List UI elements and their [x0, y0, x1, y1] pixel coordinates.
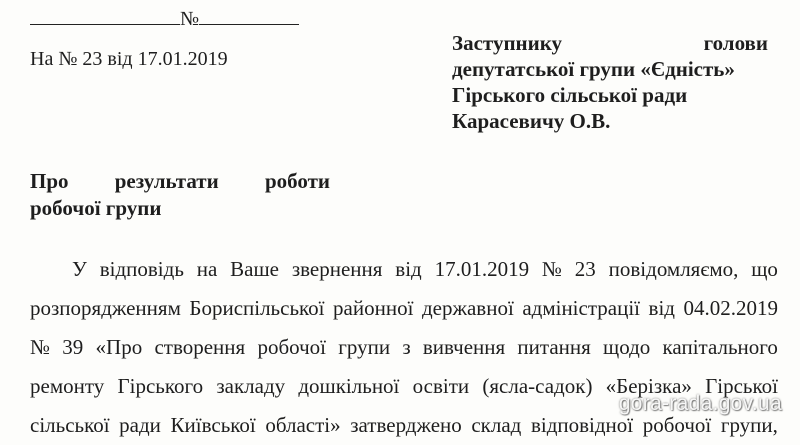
- addressee-block: [452, 30, 768, 134]
- body-word: адміністрації: [522, 296, 640, 320]
- body-word: 39: [62, 335, 84, 359]
- body-word: робочої: [257, 335, 326, 359]
- addressee-name: Карасевичу О.В.: [452, 109, 611, 133]
- body-line: [30, 328, 778, 367]
- body-word: відповідь: [99, 257, 184, 281]
- body-word: Гірського: [117, 374, 204, 398]
- body-word: від: [395, 257, 422, 281]
- body-word: розпорядженням: [30, 296, 181, 320]
- addressee-role: голови: [703, 31, 768, 55]
- subject-line-2: робочої групи: [30, 196, 162, 220]
- body-word: №: [30, 335, 51, 359]
- body-word: звернення: [291, 257, 383, 281]
- site-watermark: gora-rada.gov.ua: [618, 392, 782, 415]
- subject-word: результати: [114, 169, 219, 193]
- addressee-line-1: [452, 30, 768, 56]
- body-word: робочої: [642, 413, 712, 437]
- body-word: сільської: [30, 413, 110, 437]
- body-word: Бориспільської: [189, 296, 325, 320]
- body-word: Київської: [170, 413, 256, 437]
- body-word: вивчення: [422, 335, 506, 359]
- body-word: ради: [119, 413, 161, 437]
- body-word: ремонту: [30, 374, 105, 398]
- body-word: з: [402, 335, 411, 359]
- registration-date-blank: [30, 6, 180, 25]
- body-word: групи: [338, 335, 391, 359]
- registration-number-blank: [199, 6, 299, 25]
- body-word: питання: [517, 335, 591, 359]
- body-word: відповідної: [530, 413, 634, 437]
- body-word: створення: [154, 335, 246, 359]
- body-word: «Про: [95, 335, 143, 359]
- body-word: Гірської: [705, 374, 778, 398]
- body-word: 04.02.2019: [683, 296, 778, 320]
- body-line: [30, 250, 778, 289]
- number-sign: №: [180, 8, 200, 30]
- body-word: освіти: [412, 374, 470, 398]
- body-word: «Берізка»: [605, 374, 692, 398]
- body-line: [30, 289, 778, 328]
- subject-word: роботи: [264, 169, 330, 193]
- body-word: Ваше: [230, 257, 279, 281]
- addressee-line-2: депутатської групи «Єдність»: [452, 57, 735, 81]
- body-word: склад: [471, 413, 522, 437]
- body-word: 17.01.2019: [434, 257, 530, 281]
- body-word: дошкільної: [298, 374, 400, 398]
- body-word: групи,: [720, 413, 778, 437]
- registration-number-line: [30, 6, 299, 31]
- body-word: на: [196, 257, 218, 281]
- body-word: затверджено: [350, 413, 462, 437]
- body-word: державної: [421, 296, 514, 320]
- body-word: області»: [265, 413, 341, 437]
- body-word: (ясла-садок): [482, 374, 593, 398]
- body-word: У: [72, 257, 87, 281]
- body-word: №: [541, 257, 562, 281]
- body-word: 23: [574, 257, 596, 281]
- body-word: районної: [333, 296, 414, 320]
- addressee-position: Заступнику: [452, 31, 563, 55]
- body-word: від: [648, 296, 675, 320]
- subject-line-1: [30, 168, 330, 195]
- body-word: закладу: [216, 374, 286, 398]
- subject-word: Про: [30, 169, 69, 193]
- reference-line: На № 23 від 17.01.2019: [30, 48, 228, 70]
- body-word: капітального: [662, 335, 778, 359]
- subject-block: [30, 168, 330, 222]
- body-word: щодо: [603, 335, 651, 359]
- body-word: повідомляємо,: [608, 257, 739, 281]
- body-word: що: [751, 257, 778, 281]
- addressee-line-3: Гірського сільської ради: [452, 83, 688, 107]
